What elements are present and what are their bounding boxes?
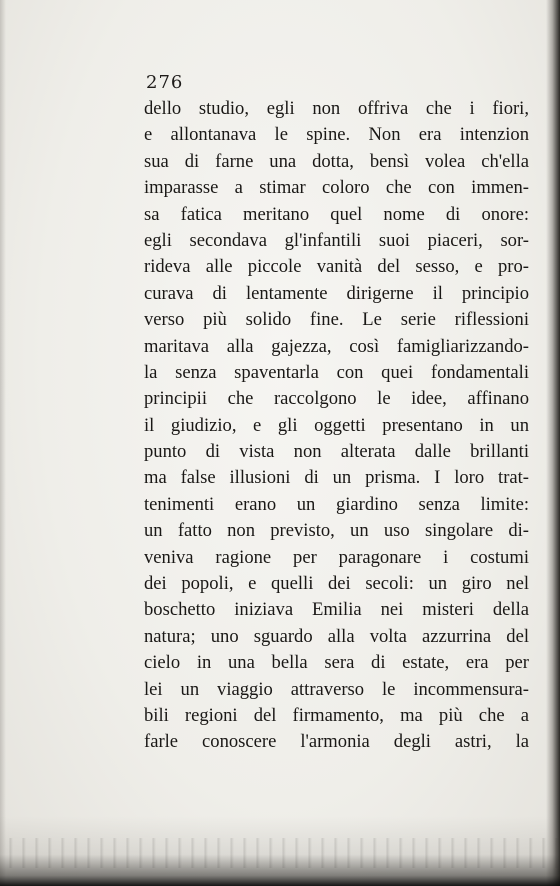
page-bottom-edge [0, 816, 560, 886]
text-line: boschetto iniziava Emilia nei misteri della [144, 599, 529, 621]
text-line: punto di vista non alterata dalle brillanti [144, 441, 529, 463]
text-line: dello studio, egli non offriva che i fiori, [144, 98, 529, 119]
text-line: veniva ragione per paragonare i costumi [144, 546, 529, 568]
text-line: farle conoscere l'armonia degli astri, la [144, 731, 529, 753]
text-line: sa fatica meritano quel nome di onore: [144, 203, 529, 225]
text-line: verso più solido fine. Le serie riflessioni [144, 309, 529, 331]
text-line: natura; uno sguardo alla volta azzurrina del [144, 625, 529, 647]
text-line: un fatto non previsto, un uso singolare di- [144, 520, 529, 542]
text-line: imparasse a stimar coloro che con immen- [144, 177, 529, 199]
text-line: sua di farne una dotta, bensì volea ch'ella [144, 150, 529, 172]
text-line: rideva alle piccole vanità del sesso, e pro- [144, 256, 529, 278]
text-line: e allontanava le spine. Non era intenzion [144, 124, 529, 146]
text-line: ma false illusioni di un prisma. I loro trat- [144, 467, 529, 489]
text-line: egli secondava gl'infantili suoi piaceri, sor- [144, 229, 529, 251]
page-binding-shadow [546, 0, 560, 886]
text-line: lei un viaggio attraverso le incommensura- [144, 678, 529, 700]
body-text [144, 96, 529, 756]
page-left-shadow [0, 0, 6, 886]
text-line: curava di lentamente dirigerne il principio [144, 282, 529, 304]
page-number: 276 [146, 72, 184, 93]
text-line: bili regioni del firmamento, ma più che a [144, 704, 529, 726]
text-line: dei popoli, e quelli dei secoli: un giro nel [144, 573, 529, 595]
text-line: maritava alla gajezza, così famigliarizzando- [144, 335, 529, 357]
text-line: la senza spaventarla con quei fondamentali [144, 361, 529, 383]
text-line: principii che raccolgono le idee, affinano [144, 388, 529, 410]
text-line: il giudizio, e gli oggetti presentano in un [144, 414, 529, 436]
text-line: tenimenti erano un giardino senza limite: [144, 493, 529, 515]
text-line: cielo in una bella sera di estate, era per [144, 652, 529, 674]
